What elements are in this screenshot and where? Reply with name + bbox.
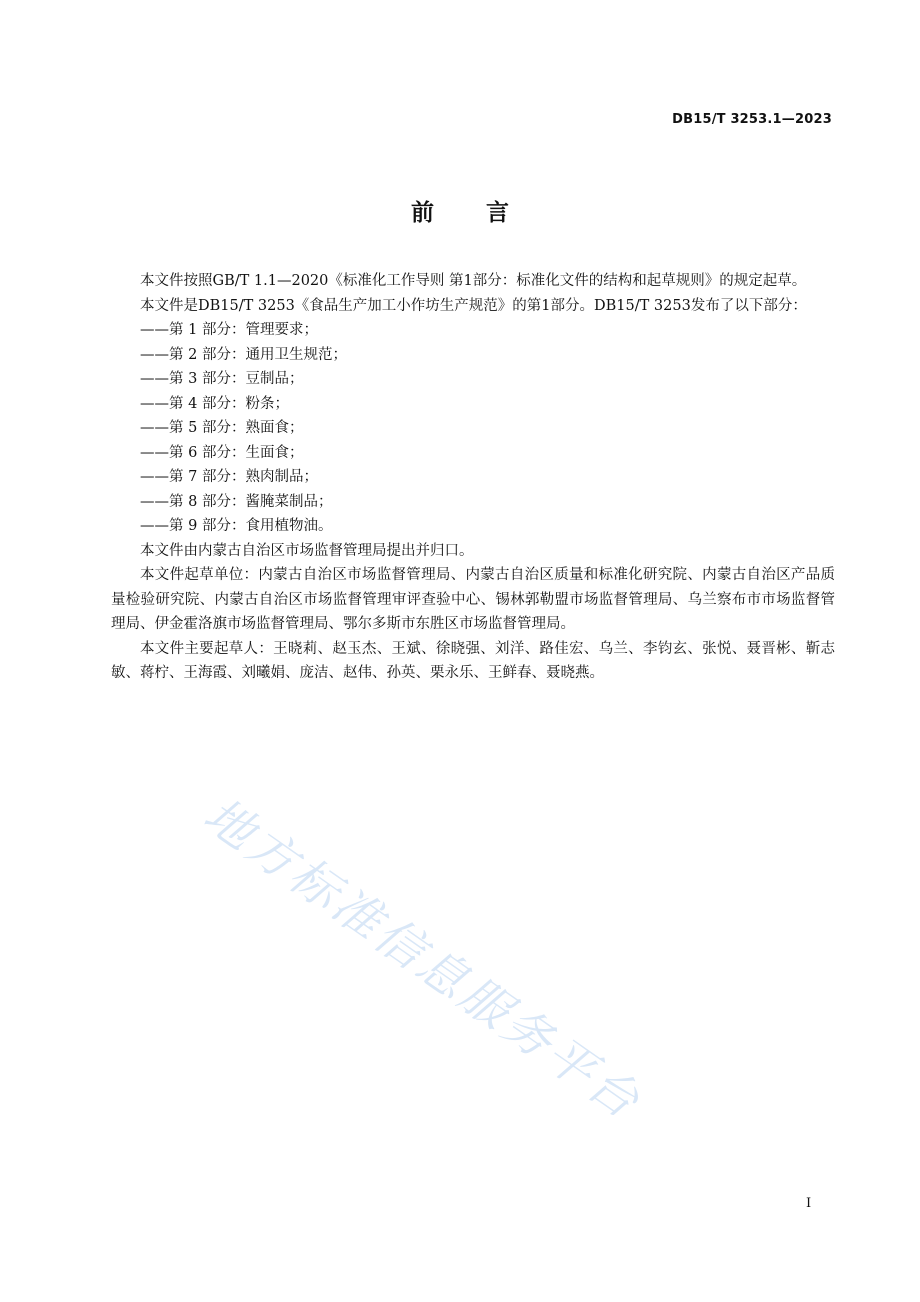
list-item-part-3: ——第 3 部分：豆制品； [140,371,304,387]
list-item-part-1: ——第 1 部分：管理要求； [140,322,318,338]
list-item-part-6: ——第 6 部分：生面食； [140,444,304,461]
page-number: I [806,1196,812,1211]
paragraph-series-intro: 本文件是DB15/T 3253《食品生产加工小作坊生产规范》的第1部分。DB15/T 3253发布了以下部分： [140,297,807,314]
list-item-part-8: ——第 8 部分：酱腌菜制品； [140,493,333,510]
page-title: 前言 [411,200,561,226]
list-item-part-2: ——第 2 部分：通用卫生规范； [140,346,347,363]
list-item-part-5: ——第 5 部分：熟面食； [140,420,304,436]
document-body [111,269,835,686]
paragraph-drafting-rules: 本文件按照GB/T 1.1—2020《标准化工作导则 第1部分：标准化文件的结构和起草规则》的规定起草。 [140,273,807,289]
paragraph-drafters: 本文件主要起草人：王晓莉、赵玉杰、王斌、徐晓强、刘洋、路佳宏、乌兰、李钧玄、张悦、聂晋彬、靳志敏、蒋柠、王海霞、刘曦娟、庞洁、赵伟、孙英、栗永乐、王鲜春、聂晓燕。 [111,640,835,681]
list-item-part-7: ——第 7 部分：熟肉制品； [140,469,318,485]
paragraph-drafting-units: 本文件起草单位：内蒙古自治区市场监督管理局、内蒙古自治区质量和标准化研究院、内蒙古自治区产品质量检验研究院、内蒙古自治区市场监督管理审评查验中心、锡林郭勒盟市场监督管理局、乌兰察布市市场监督管理局、伊金霍洛旗市场监督管理局、鄂尔多斯市东胜区市场监督管理局。 [111,567,835,632]
document-code: DB15/T 3253.1—2023 [672,112,832,127]
list-item-part-9: ——第 9 部分：食用植物油。 [140,518,333,534]
paragraph-proposer: 本文件由内蒙古自治区市场监督管理局提出并归口。 [140,542,474,559]
watermark: 地方标准信息服务平台 [193,787,652,1132]
list-item-part-4: ——第 4 部分：粉条； [140,395,289,412]
